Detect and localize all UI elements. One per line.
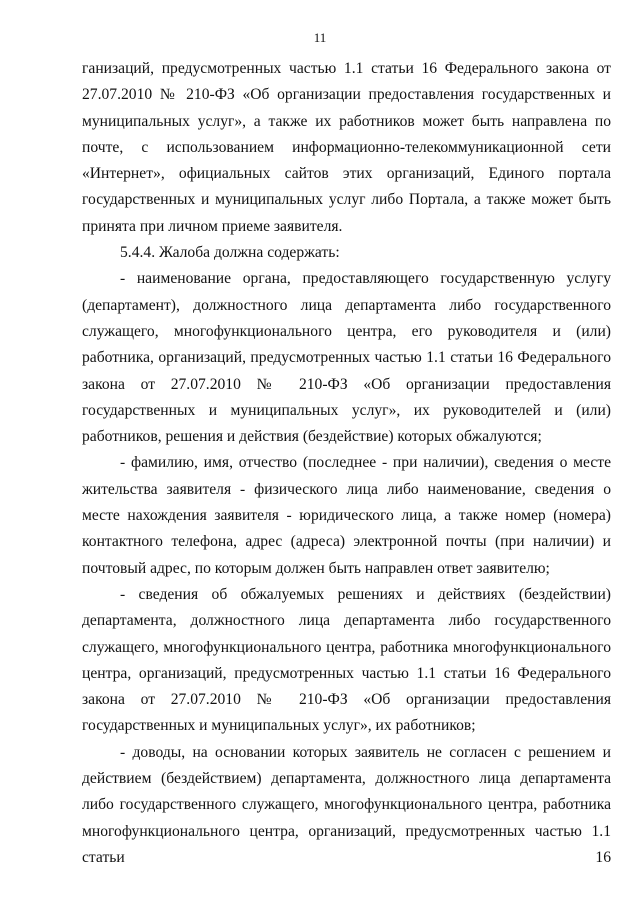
- paragraph-item-decisions: - сведения об обжалуемых решениях и действиях (бездействии) департамента, должностного лица департамента либо государственного служащего, многофункционального центра, работника многофункционального центра, организаций, предусмотренных частью 1.1 статьи 16 Федерального закона от 27.07.2010 № 210-ФЗ «Об организации предоставления государственных и муниципальных услуг», их работников;: [82, 585, 611, 735]
- document-body: [82, 56, 611, 871]
- paragraph-item-applicant: - фамилию, имя, отчество (последнее - при наличии), сведения о месте жительства заявителя - физического лица либо наименование, сведения о месте нахождения заявителя - юридического лица, а также номер (номера) контактного телефона, адрес (адреса) электронной почты (при наличии) и почтовый адрес, по которым должен быть направлен ответ заявителю;: [82, 454, 611, 577]
- paragraph-item-authority: - наименование органа, предоставляющего государственную услугу (департамент), должностного лица департамента либо государственного служащего, многофункционального центра, его руководителя и (или) работника, организаций, предусмотренных частью 1.1 статьи 16 Федерального закона от 27.07.2010 № 210-ФЗ «Об организации предоставления государственных и муниципальных услуг», их руководителей и (или) работников, решения и действия (бездействие) которых обжалуются;: [82, 270, 611, 446]
- paragraph-continuation: ганизаций, предусмотренных частью 1.1 статьи 16 Федерального закона от 27.07.2010 № 210-ФЗ «Об организации предоставления государственных и муниципальных услуг», а также их работников может быть направлена по почте, с использованием информационно-телекоммуникационной сети «Интернет», официальных сайтов этих организаций, Единого портала государственных и муниципальных услуг либо Портала, а также может быть принята при личном приеме заявителя.: [82, 60, 611, 235]
- page-number: 11: [313, 30, 327, 45]
- paragraph-item-arguments: - доводы, на основании которых заявитель не согласен с решением и действием (бездействием) департамента, должностного лица департамента либо государственного служащего, многофункционального центра, работника многофункционального центра, организаций, предусмотренных частью 1.1 статьи 16: [82, 743, 611, 866]
- paragraph-clause-5-4-4: 5.4.4. Жалоба должна содержать:: [120, 244, 340, 262]
